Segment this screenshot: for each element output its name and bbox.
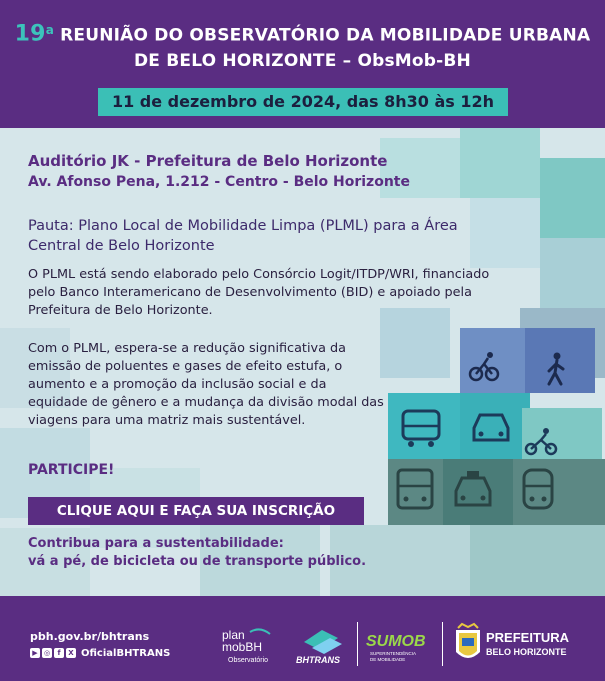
youtube-icon[interactable]: ▶	[30, 648, 40, 658]
agenda-text: Plano Local de Mobilidade Limpa (PLML) para a Área Central de Belo Horizonte	[28, 218, 458, 254]
main-panel	[0, 128, 605, 596]
footer-divider	[357, 622, 358, 666]
prefeitura-logo	[450, 622, 580, 668]
bhtrans-logo	[292, 626, 350, 666]
date-badge: 11 de dezembro de 2024, das 8h30 às 12h	[98, 88, 508, 116]
website-link[interactable]: pbh.gov.br/bhtrans	[30, 630, 150, 643]
agenda-block	[28, 216, 468, 256]
prefeitura-logo-line1: PREFEITURA	[486, 630, 570, 645]
facebook-icon[interactable]: f	[54, 648, 64, 658]
bhtrans-logo-text: BHTRANS	[296, 655, 340, 665]
title-line2: DE BELO HORIZONTE – ObsMob-BH	[133, 50, 471, 71]
venue-address: Av. Afonso Pena, 1.212 - Centro - Belo Horizonte	[28, 174, 410, 190]
description-paragraph-1: O PLML está sendo elaborado pelo Consórcio Logit/ITDP/WRI, financiado pelo Banco Interamericano de Desenvolvimento (BID) e apoiado pela Prefeitura de Belo Horizonte.	[28, 267, 490, 318]
sumob-logo-sub2: DE MOBILIDADE	[370, 657, 406, 662]
title-number: 19	[14, 21, 46, 47]
description-paragraph-2: Com o PLML, espera-se a redução significativa da emissão de poluentes e gases de efeito estufa, o aumento e a promoção da inclusão social e da equidade de gênero e a mudança da divisão modal das viagens para uma matriz mais sustentável.	[28, 341, 384, 428]
social-links	[30, 647, 170, 659]
planmob-logo-sub: Observatório	[228, 657, 269, 664]
register-button[interactable]: CLIQUE AQUI E FAÇA SUA INSCRIÇÃO	[28, 497, 364, 525]
contrib-line-1: Contribua para a sustentabilidade:	[28, 536, 284, 551]
planmob-logo	[218, 626, 282, 666]
title-ordinal: a	[45, 23, 54, 37]
x-icon[interactable]: X	[66, 648, 76, 658]
footer-divider	[442, 622, 443, 666]
instagram-icon[interactable]: ◎	[43, 649, 51, 657]
page-title	[14, 18, 591, 74]
social-handle[interactable]: OficialBHTRANS	[81, 647, 171, 659]
sumob-logo-sub1: SUPERINTENDÊNCIA	[370, 651, 417, 656]
contrib-line-2: vá a pé, de bicicleta ou de transporte público.	[28, 554, 367, 569]
sumob-logo	[364, 626, 436, 666]
venue-name: Auditório JK - Prefeitura de Belo Horizonte	[28, 152, 388, 170]
participe-heading: PARTICIPE!	[28, 462, 115, 478]
agenda-label: Pauta:	[28, 218, 74, 234]
header-banner	[0, 0, 605, 128]
planmob-logo-line1: plan	[222, 628, 245, 642]
footer	[0, 596, 605, 681]
planmob-logo-line2: mobBH	[222, 640, 263, 654]
sumob-logo-text: SUMOB	[366, 633, 426, 650]
title-line1: REUNIÃO DO OBSERVATÓRIO DA MOBILIDADE URBANA	[60, 25, 591, 46]
prefeitura-logo-line2: BELO HORIZONTE	[486, 647, 567, 657]
